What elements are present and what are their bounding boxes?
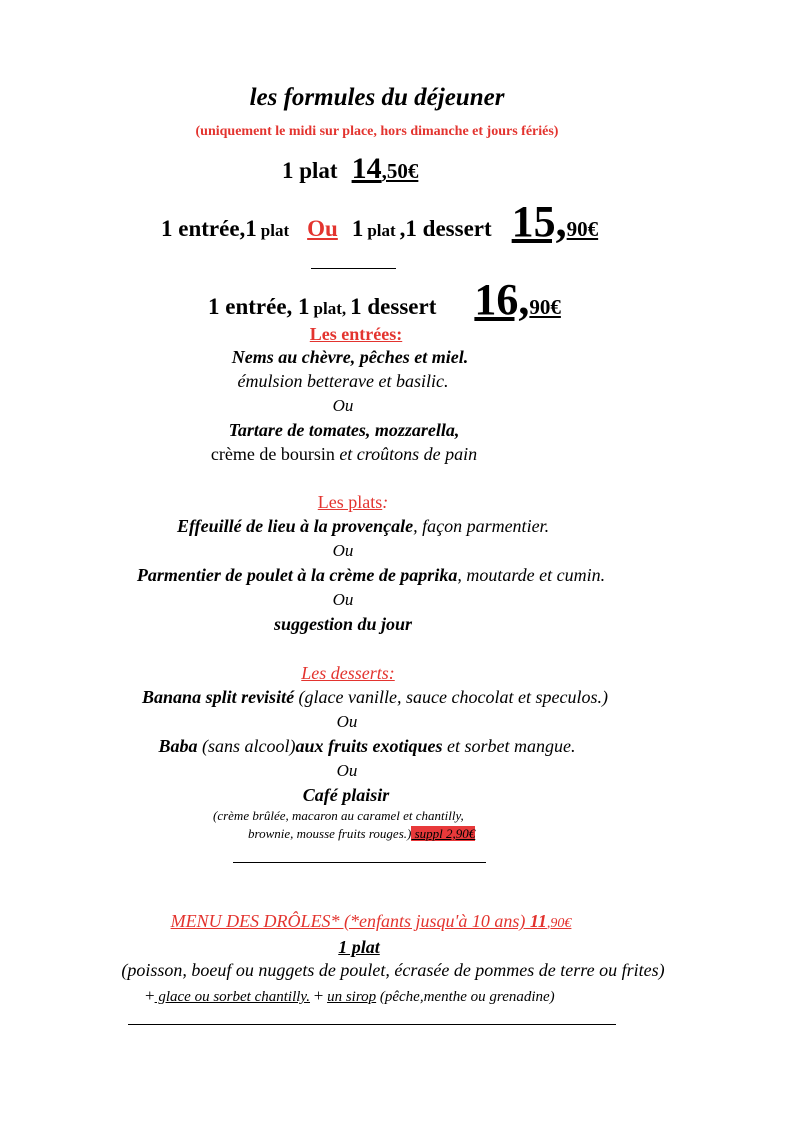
plat-item bbox=[137, 565, 605, 586]
entree-desc-plain: crème de boursin bbox=[210, 444, 335, 464]
dessert-item bbox=[142, 687, 608, 708]
dessert-name: aux fruits exotiques bbox=[295, 736, 443, 756]
formula-part: 1 dessert bbox=[350, 294, 437, 319]
entree-desc-italic: et croûtons de pain bbox=[334, 444, 478, 464]
dessert-desc: (glace vanille, sauce chocolat et speculos.) bbox=[294, 687, 608, 707]
kids-price-int: 11 bbox=[525, 911, 547, 931]
formula-part: 1 entrée,1 bbox=[161, 216, 257, 241]
menu-subtitle: (uniquement le midi sur place, hors dimanche et jours fériés) bbox=[195, 124, 559, 139]
divider bbox=[128, 1024, 616, 1025]
dessert-item bbox=[158, 736, 575, 757]
formula-part-small: plat bbox=[367, 221, 396, 240]
formula-two bbox=[161, 196, 598, 247]
kids-extras bbox=[145, 986, 555, 1006]
kids-desc: (poisson, boeuf ou nuggets de poulet, écrasée de pommes de terre ou frites) bbox=[121, 960, 665, 980]
entree-item: Tartare de tomates, mozzarella, bbox=[228, 420, 460, 440]
dessert-desc: (crème brûlée, macaron au caramel et chantilly, bbox=[213, 808, 464, 823]
dessert-desc-line: brownie, mousse fruits rouges.) bbox=[248, 826, 412, 841]
divider bbox=[233, 862, 486, 863]
desserts-heading: Les desserts: bbox=[301, 663, 395, 683]
formula-one-plat bbox=[282, 152, 418, 186]
dessert-desc bbox=[248, 826, 475, 842]
formula-part: 1 entrée, 1 bbox=[208, 294, 310, 319]
kids-plat: 1 plat bbox=[338, 937, 380, 957]
plat-name: Parmentier de poulet à la crème de paprika bbox=[136, 565, 458, 585]
entree-item: Nems au chèvre, pêches et miel. bbox=[231, 347, 469, 367]
formula-price-int: 14 bbox=[351, 152, 382, 185]
plus-sign: + bbox=[145, 986, 155, 1005]
or-separator: Ou bbox=[336, 761, 358, 780]
formula-price-int: 15, bbox=[511, 197, 567, 246]
formula-part-small: plat bbox=[260, 221, 290, 240]
formula-price-int: 16, bbox=[474, 275, 530, 324]
entree-desc: émulsion betterave et basilic. bbox=[237, 371, 449, 391]
divider bbox=[311, 268, 396, 269]
dessert-name: Baba bbox=[158, 736, 198, 756]
menu-title: les formules du déjeuner bbox=[249, 84, 505, 111]
or-separator: Ou bbox=[332, 590, 354, 609]
formula-price-dec: ,50€ bbox=[381, 159, 419, 183]
plats-heading-text: Les plats bbox=[317, 492, 383, 512]
plats-heading bbox=[318, 492, 389, 513]
kids-menu-heading bbox=[171, 911, 572, 932]
formula-part: 1 bbox=[351, 216, 364, 241]
formula-or: Ou bbox=[307, 216, 338, 241]
formula-price-dec: 90€ bbox=[529, 295, 561, 319]
dessert-mid: (sans alcool) bbox=[197, 736, 296, 756]
or-separator: Ou bbox=[332, 396, 354, 415]
plus-sign: + bbox=[313, 986, 324, 1005]
formula-price-dec: 90€ bbox=[566, 217, 599, 241]
formula-part: ,1 dessert bbox=[399, 216, 492, 241]
plat-name: Effeuillé de lieu à la provençale bbox=[176, 516, 414, 536]
kids-extra: glace ou sorbet chantilly. bbox=[154, 989, 310, 1005]
kids-price-dec: ,90€ bbox=[546, 916, 572, 931]
formula-label: 1 plat bbox=[282, 158, 338, 183]
dessert-suppl: suppl 2,90€ bbox=[411, 826, 476, 841]
or-separator: Ou bbox=[336, 712, 358, 731]
formula-three bbox=[208, 274, 561, 325]
entrees-heading: Les entrées: bbox=[309, 324, 403, 344]
formula-part-small: plat, bbox=[313, 299, 347, 318]
plats-heading-colon: : bbox=[382, 492, 389, 512]
kids-extra: un sirop bbox=[327, 989, 377, 1005]
plat-desc: , façon parmentier. bbox=[413, 516, 550, 536]
plat-item: suggestion du jour bbox=[273, 614, 413, 634]
kids-extra-desc: (pêche,menthe ou grenadine) bbox=[376, 989, 555, 1005]
or-separator: Ou bbox=[332, 541, 354, 560]
plat-item bbox=[177, 516, 549, 537]
plat-desc: , moutarde et cumin. bbox=[457, 565, 606, 585]
dessert-desc: et sorbet mangue. bbox=[442, 736, 576, 756]
dessert-item: Café plaisir bbox=[302, 785, 390, 805]
kids-menu-title: MENU DES DRÔLES* (*enfants jusqu'à 10 ans) bbox=[170, 911, 526, 931]
dessert-name: Banana split revisité bbox=[142, 687, 295, 707]
entree-desc bbox=[211, 444, 477, 465]
